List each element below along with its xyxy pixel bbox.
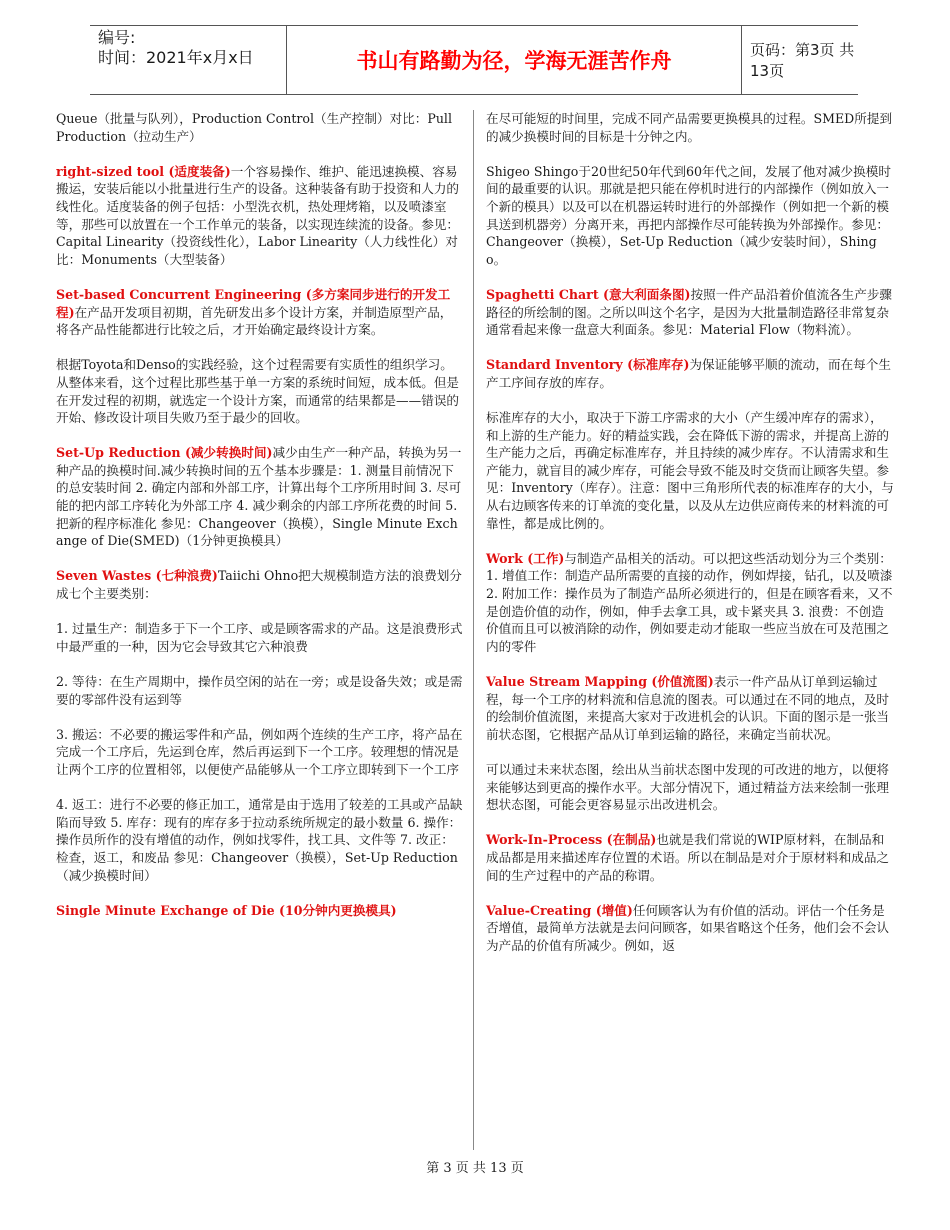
header-motto: 书山有路勤为径，学海无涯苦作舟 bbox=[286, 26, 742, 94]
paragraph-text: 在产品开发项目初期，首先研发出多个设计方案，并制造原型产品，将各产品性能都进行比较之后，才开始确定最终设计方案。 bbox=[56, 304, 453, 338]
paragraph-text: Queue（批量与队列），Production Control（生产控制）对比：Pull Production（拉动生产） bbox=[56, 111, 452, 144]
header-meta bbox=[98, 28, 283, 92]
paragraph-text: 表示一件产品从订单到运输过程，每一个工序的材料流和信息流的图表。可以通过在不同的地点，及时的绘制价值流图，来提高大家对于改进机会的认识。下面的图示是一张当前状态图，它根据产品从订单到运输的路径，来确定当前状况。 bbox=[486, 674, 889, 742]
glossary-term: right-sized tool (适度装备) bbox=[56, 163, 231, 179]
paragraph-text: 与制造产品相关的活动。可以把这些活动划分为三个类别：1. 增值工作：制造产品所需要的直接的动作，例如焊接，钻孔，以及喷漆 2. 附加工作：操作员为了制造产品所必须进行的，但是在顾客看来，又不是创造价值的动作，例如，伸手去拿工具，或卡紧夹具 3. 浪费：不创造价值而且可以被消除的动作，例如要走动才能取一些应当放在可及范围之内的零件 bbox=[486, 550, 893, 654]
paragraph bbox=[486, 286, 894, 339]
paragraph bbox=[56, 567, 464, 602]
paragraph-text: 为保证能够平顺的流动，而在每个生产工序间存放的库存。 bbox=[486, 357, 891, 390]
header-page-info: 页码：第3页 共13页 bbox=[750, 41, 855, 80]
paragraph-text: 1. 过量生产：制造多于下一个工序、或是顾客需求的产品。这是浪费形式中最严重的一种，因为它会导致其它六种浪费 bbox=[56, 621, 463, 654]
glossary-term: Seven Wastes (七种浪费) bbox=[56, 568, 218, 584]
glossary-term: Set-Up Reduction (减少转换时间) bbox=[56, 445, 273, 461]
paragraph bbox=[486, 902, 894, 955]
glossary-term: Work-In-Process (在制品) bbox=[486, 832, 657, 848]
paragraph-text: 任何顾客认为有价值的活动。评估一个任务是否增值，最简单方法就是去问问顾客，如果省略这个任务，他们会不会认为产品的价值有所减少。例如，返 bbox=[486, 902, 889, 953]
glossary-term: Value-Creating (增值) bbox=[486, 902, 633, 918]
paragraph-text: 根据Toyota和Denso的实践经验，这个过程需要有实质性的组织学习。从整体来看，这个过程比那些基于单一方案的系统时间短，成本低。但是在开发过程的初期，就选定一个设计方案，而通常的结果都是——错误的开始、修改设计项目失败乃至于最少的回收。 bbox=[56, 357, 459, 426]
glossary-term: Value Stream Mapping (价值流图) bbox=[486, 674, 714, 689]
paragraph bbox=[56, 673, 464, 708]
paragraph bbox=[56, 356, 464, 426]
paragraph bbox=[486, 673, 894, 743]
document-number-label: 编号: bbox=[98, 28, 136, 47]
glossary-term: Single Minute Exchange of Die (10分钟内更换模具) bbox=[56, 902, 397, 918]
paragraph bbox=[486, 110, 894, 145]
paragraph bbox=[486, 356, 894, 391]
paragraph-text: 按照一件产品沿着价值流各生产步骤路径的所绘制的图。之所以叫这个名字，是因为大批量制造路径非常复杂通常看起来像一盘意大利面条。参见：Material Flow（物料流）。 bbox=[486, 286, 892, 338]
paragraph bbox=[56, 286, 464, 339]
paragraph-text: 4. 返工：进行不必要的修正加工，通常是由于选用了较差的工具或产品缺陷而导致 5. 库存：现有的库存多于拉动系统所规定的最小数量 6. 操作：操作员所作的没有增值的动作，例如找零件，找工具、文件等 7. 改正：检查，返工，和废品 参见：Changeover（换模），Set-Up Reduction（减少换模时间） bbox=[56, 797, 463, 883]
paragraph bbox=[56, 163, 464, 269]
paragraph-text: 一个容易操作、维护、能迅速换模、容易搬运，安装后能以小批量进行生产的设备。这种装备有助于投资和人力的线性化。适度装备的例子包括：小型洗衣机，热处理烤箱，以及喷漆室等，那些可以放置在一个工作单元的装备，以实现连续流的设备。参见：Capital Linearity（投资线性化），Labor Linearity（人力线性化）对比：Monuments（大型装备） bbox=[56, 163, 459, 267]
left-column bbox=[56, 110, 464, 937]
paragraph-text: 在尽可能短的时间里，完成不同产品需要更换模具的过程。SMED所提到的减少换模时间的目标是十分钟之内。 bbox=[486, 111, 893, 144]
column-divider bbox=[473, 110, 474, 1150]
paragraph bbox=[56, 620, 464, 655]
glossary-term: Standard Inventory (标准库存) bbox=[486, 357, 690, 373]
paragraph-text: 减少由生产一种产品，转换为另一种产品的换模时间.减少转换时间的五个基本步骤是：1. 测量目前情况下的总安装时间 2. 确定内部和外部工序，计算出每个工序所用时间 3. 尽可能的把内部工序转化为外部工序 4. 减少剩余的内部工序所花费的时间 5. 把新的程序标准化 参见：Changeover（换模），Single Minute Exchange of Die(SMED)（1分钟更换模具） bbox=[56, 445, 462, 549]
paragraph-text: Taiichi Ohno把大规模制造方法的浪费划分成七个主要类别： bbox=[56, 568, 462, 602]
paragraph bbox=[486, 163, 894, 269]
paragraph bbox=[486, 831, 894, 884]
glossary-term: Work (工作) bbox=[486, 550, 565, 566]
paragraph-text: 3. 搬运：不必要的搬运零件和产品，例如两个连续的生产工序，将产品在完成一个工序后，先运到仓库，然后再运到下一个工序。较理想的情况是让两个工序的位置相邻，以便使产品能够从一个工序立即转到下一个工序 bbox=[56, 726, 463, 777]
paragraph bbox=[486, 761, 894, 814]
glossary-term: Spaghetti Chart (意大利面条图) bbox=[486, 286, 691, 302]
paragraph bbox=[56, 444, 464, 550]
page-header bbox=[90, 25, 858, 95]
paragraph bbox=[56, 110, 464, 145]
paragraph bbox=[56, 902, 464, 920]
glossary-term: Set-based Concurrent Engineering (多方案同步进行的开发工程) bbox=[56, 286, 451, 320]
paragraph-text: 也就是我们常说的WIP原材料，在制品和成品都是用来描述库存位置的术语。所以在制品是对介于原材料和成品之间的生产过程中的产品的称谓。 bbox=[486, 832, 889, 883]
paragraph bbox=[486, 409, 894, 532]
paragraph bbox=[56, 796, 464, 884]
paragraph-text: 2. 等待：在生产周期中，操作员空闲的站在一旁；或是设备失效；或是需要的零部件没有运到等 bbox=[56, 674, 463, 707]
paragraph bbox=[486, 550, 894, 656]
paragraph bbox=[56, 726, 464, 779]
page-footer: 第 3 页 共 13 页 bbox=[426, 1161, 524, 1176]
document-time: 时间：2021年x月x日 bbox=[98, 48, 254, 67]
right-column bbox=[486, 110, 894, 972]
paragraph-text: Shigeo Shingo于20世纪50年代到60年代之间，发展了他对减少换模时间的最重要的认识。那就是把只能在停机时进行的内部操作（例如放入一个新的模具）以及可以在机器运转时进行的外部操作（例如把一个新的模具送到机器旁）分离开来，再把内部操作尽可能转换为外部操作。参见：Changeover（换模），Set-Up Reduction（减少安装时间），Shingo。 bbox=[486, 163, 891, 267]
paragraph-text: 可以通过未来状态图，绘出从当前状态图中发现的可改进的地方，以便将来能够达到更高的操作水平。大部分情况下，通过精益方法来绘制一张理想状态图，可能会更容易显示出改进机会。 bbox=[486, 761, 889, 813]
paragraph-text: 标准库存的大小，取决于下游工序需求的大小（产生缓冲库存的需求），和上游的生产能力。好的精益实践，会在降低下游的需求，并提高上游的生产能力之后，再确定标准库存，并且持续的减少库存。不认清需求和生产能力，就盲目的减少库存，可能会导致不能及时交货而让顾客失望。参见：Inventory（库存）。注意：图中三角形所代表的标准库存的大小，与从右边顾客传来的订单流的变化量，以及从左边供应商传来的材料流的可靠性，都是成比例的。 bbox=[486, 410, 894, 531]
